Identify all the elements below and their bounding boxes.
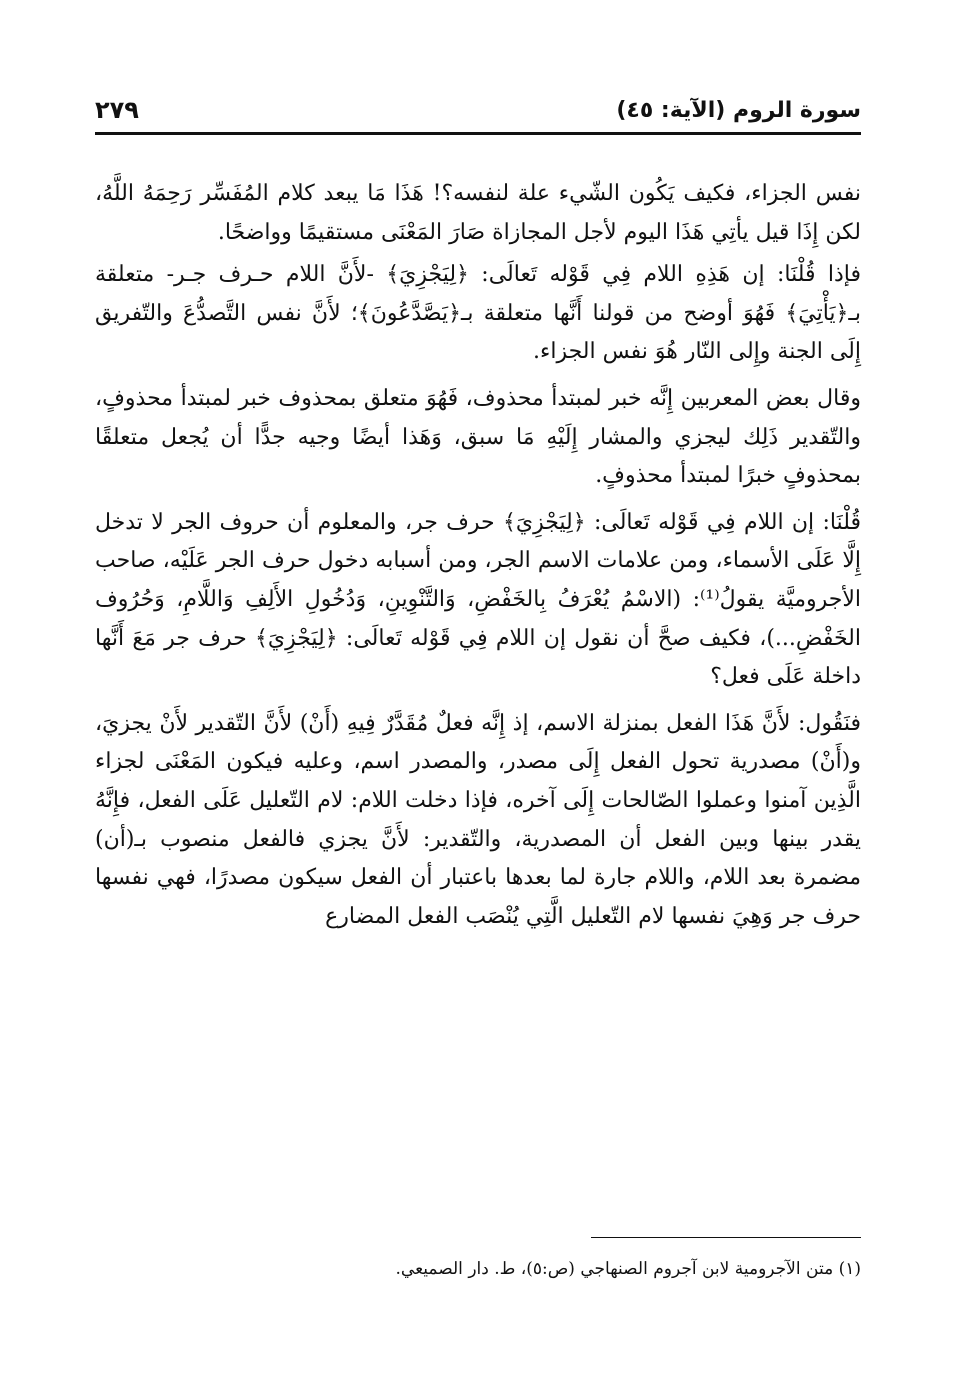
paragraph-2: فإذا قُلْنَا: إن هَذِهِ اللام فِي قَوْله تَعالَى: ﴿لِيَجْزِيَ﴾ -لأَنَّ اللام حـرف جـر- متعلقة بـ﴿يَأْتِيَ﴾ فَهُوَ أوضح من قولنا أَنَّها متعلقة بـ﴿يَصَّدَّعُونَ﴾؛ لأَنَّ نفس التَّصدُّعَ والتّفريق إِلَى الجنة وإِلى النّار هُوَ نفس الجزاء. bbox=[95, 262, 861, 365]
footnote: (١) متن الآجرومية لابن آجروم الصنهاجي (ص:٥)، ط. دار الصميعي. bbox=[395, 1259, 861, 1279]
page-number: ٢٧٩ bbox=[95, 96, 139, 124]
header-title: سورة الروم (الآية: ٤٥) bbox=[616, 98, 861, 123]
paragraph-5: فنَقُول: لأَنَّ هَذَا الفعل بمنزلة الاسم، إذ إِنَّه فعلٌ مُقَدَّرٌ فِيهِ (أَنْ) لأَنَّ التّقدير لأَنْ يجزيَ، و(أَنْ) مصدرية تحول الفعل إِلَى مصدر، والمصدر اسم، وعليه فيكون المَعْنَى لجزاء الَّذِين آمنوا وعملوا الصّالحات إِلَى آخره، فإذا دخلت اللام: لام التّعليل عَلَى الفعل، فإِنَّهُ يقدر بينها وبين الفعل أن المصدرية، والتّقدير: لأَنَّ يجزي فالفعل منصوب بـ(أن) مضمرة بعد اللام، واللام جارة لما بعدها باعتبار أن الفعل سيكون مصدرًا، فهي نفسها حرف جر وَهِيَ نفسها لام التّعليل الَّتِي يُنْصَب الفعل المضارع bbox=[95, 710, 861, 929]
main-text bbox=[95, 175, 861, 944]
header-rule bbox=[95, 132, 861, 135]
paragraph-1: نفس الجزاء، فكيف يَكُون الشّيء علة لنفسه؟! هَذَا مَا يبعد كلام المُفَسِّر رَحِمَهُ اللَّهُ، لكن إِذَا قيل يأتِي هَذَا اليوم لأجل المجازاة صَارَ المَعْنَى مستقيمًا وواضحًا. bbox=[95, 181, 861, 245]
paragraph-4: قُلْنَا: إن اللام فِي قَوْله تَعالَى: ﴿لِيَجْزِيَ﴾ حرف جر، والمعلوم أن حروف الجر لا تدخل إِلَّا عَلَى الأسماء، ومن علامات الاسم الجر، ومن أسبابه دخول حرف الجر عَلَيْه، صاحب الأجروميَّة يقولُ⁽¹⁾: (الاسْمُ يُعْرَفُ بِالخَفْضِ، وَالتَّنْوِينِ، وَدُخُولِ الأَلِفِ وَاللَّامِ، وَحُرُوف الخَفْضِ...)، فكيف صحَّ أن نقول إن اللام فِي قَوْله تَعالَى: ﴿لِيَجْزِيَ﴾ حرف جر مَعَ أَنَّها داخلة عَلَى فعل؟ bbox=[95, 509, 861, 690]
paragraph-3: وقال بعض المعربين إِنَّه خبر لمبتدأ محذوف، فَهُوَ متعلق بمحذوف خبر لمبتدأ محذوفٍ، والتّقدير ذَلِك ليجزي والمشار إِلَيْهِ مَا سبق، وَهَذا أيضًا وجيه جدًّا أن يُجعل متعلقًا بمحذوفٍ خبرًا لمبتدأ محذوفٍ. bbox=[95, 385, 861, 489]
footnote-rule bbox=[591, 1237, 861, 1238]
running-header bbox=[95, 92, 861, 132]
